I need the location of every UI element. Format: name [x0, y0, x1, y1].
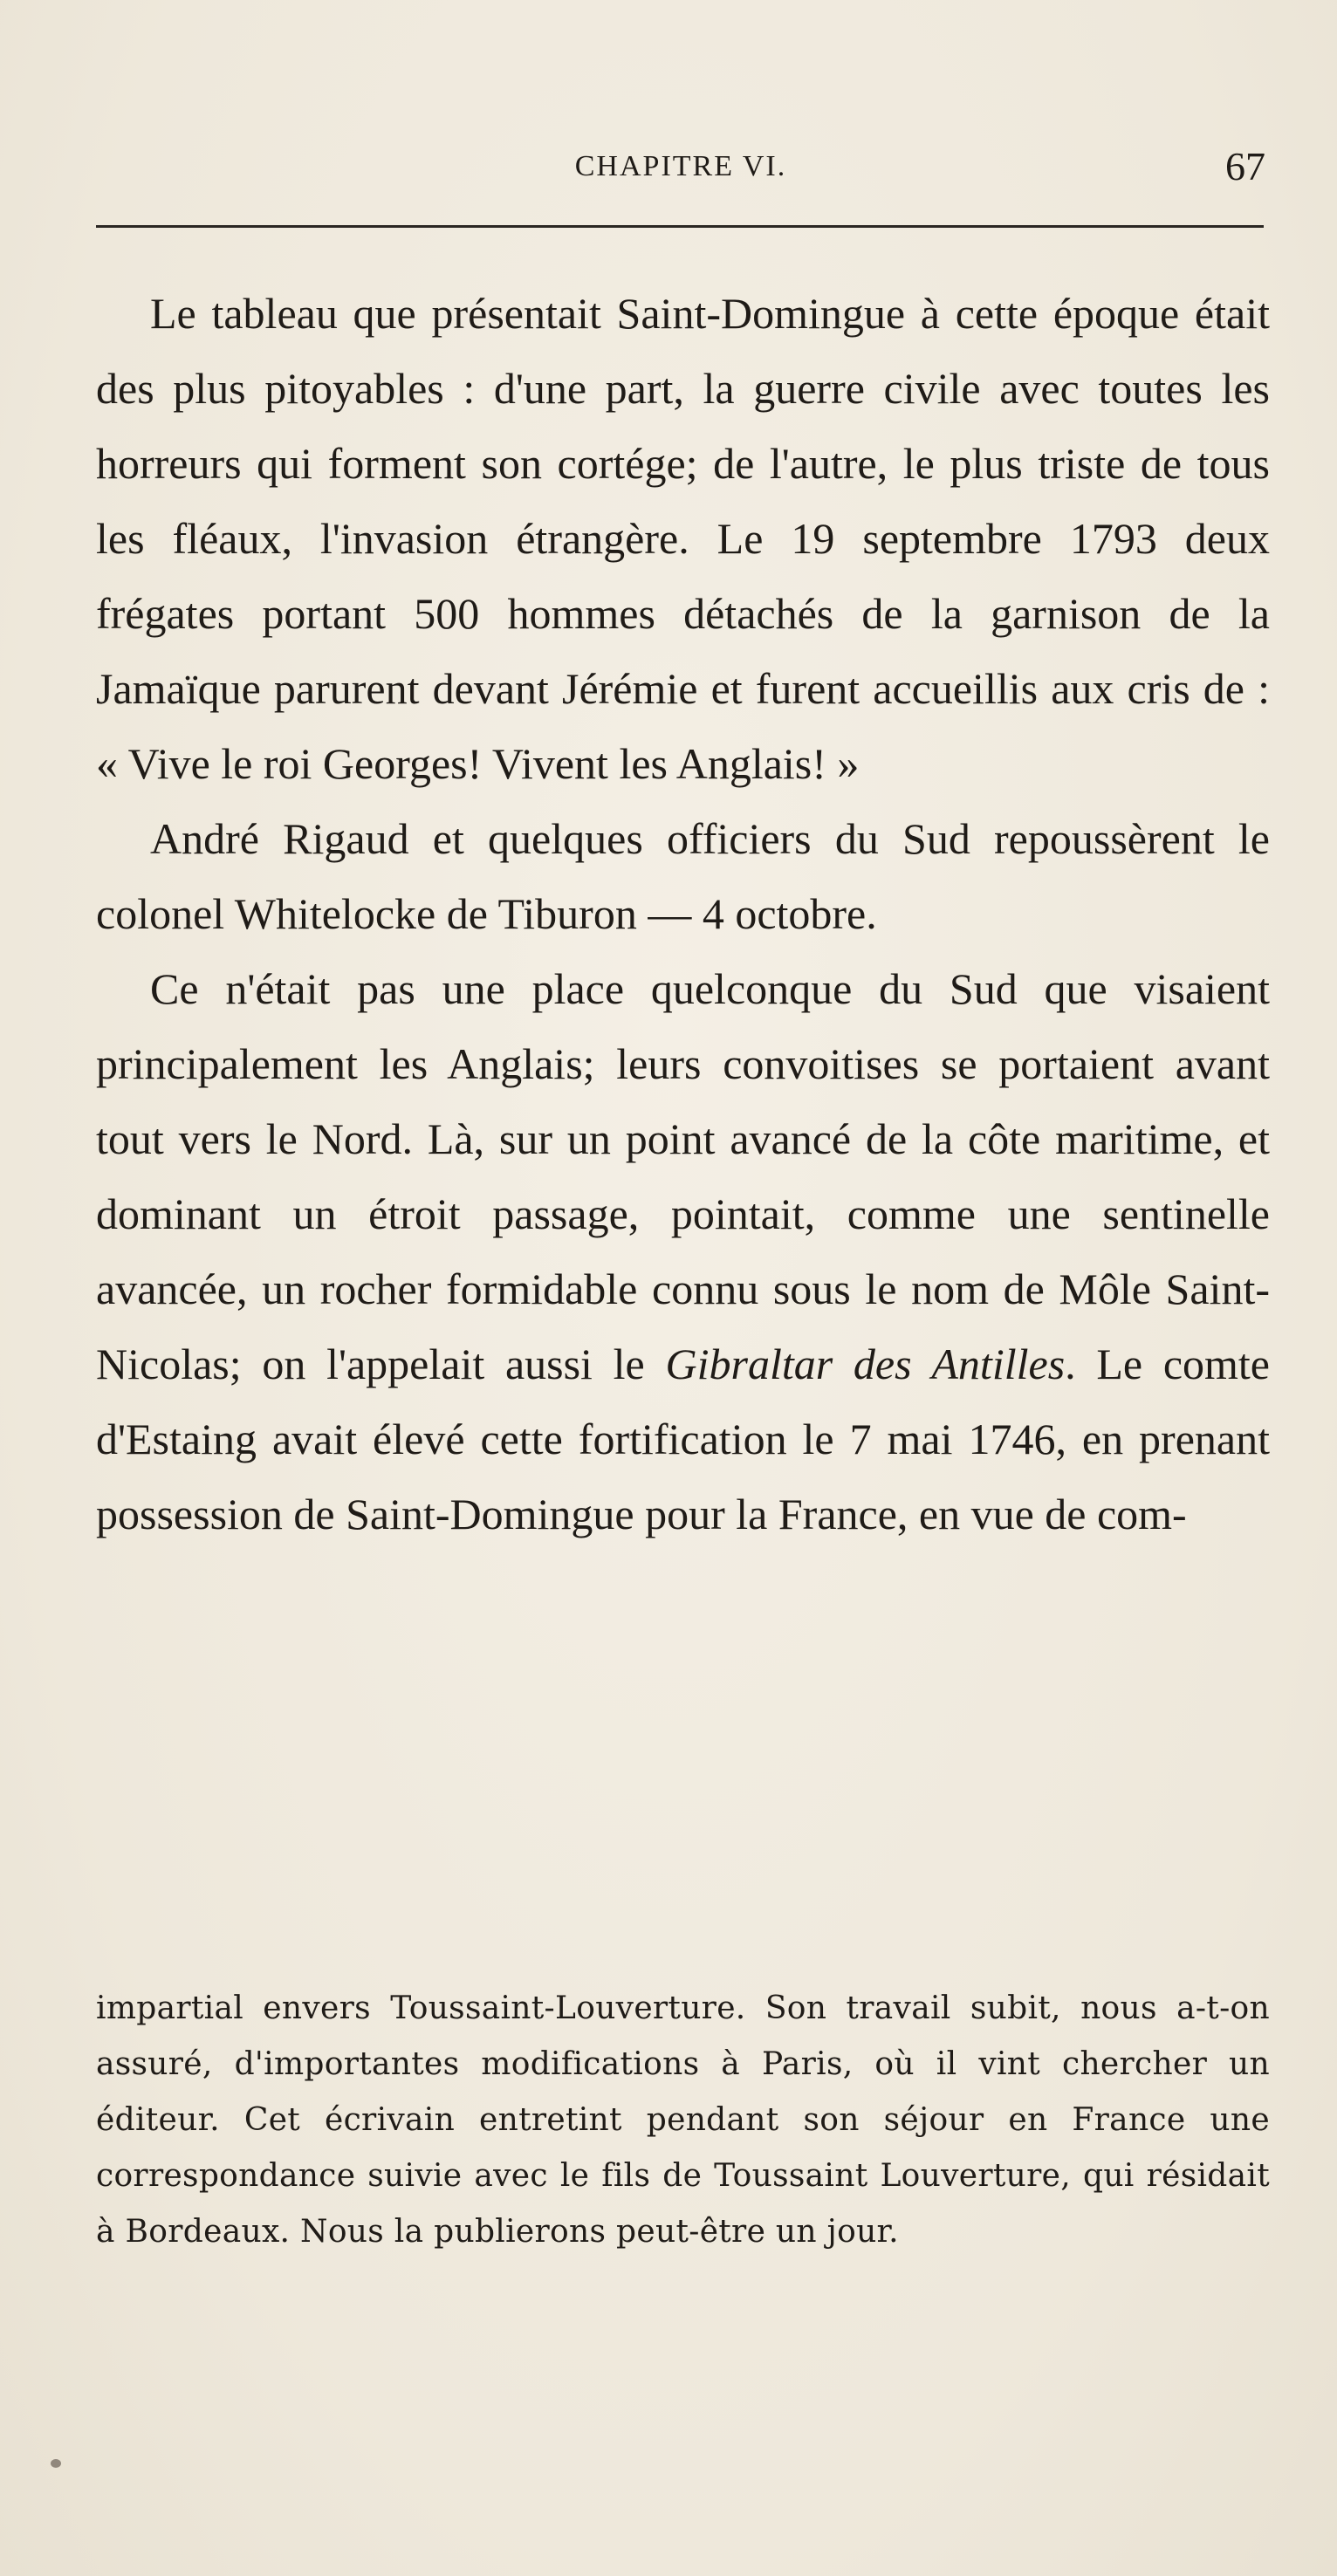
ink-spot [51, 2459, 61, 2468]
header-rule [96, 225, 1264, 228]
paragraph-3-text-start: Ce n'était pas une place quelconque du Sud que visaient principalement les Anglais; leurs convoitises se portaient avant tout vers le Nord. Là, sur un point avancé de la côte maritime, et dominant un étroit passage, pointait, comme une sentinelle avancée, un rocher formidable connu sous le nom de Môle Saint-Nicolas; on l'appelait aussi le [96, 964, 1270, 1388]
paragraph-3 [96, 951, 1270, 1552]
paragraph-1-text: Le tableau que présentait Saint-Domingue à cette époque était des plus pitoyables : d'une part, la guerre civile avec toutes les horreurs qui forment son cortége; de l'autre, le plus triste de tous les fléaux, l'invasion étrangère. Le 19 septembre 1793 deux frégates portant 500 hommes détachés de la garnison de la Jamaïque parurent devant Jérémie et furent accueillis aux cris de : « Vive le roi Georges! Vivent les Anglais! » [96, 289, 1270, 788]
main-text [96, 276, 1270, 1552]
page-number: 67 [1225, 144, 1265, 188]
paragraph-2 [96, 801, 1270, 951]
running-head [96, 140, 1265, 192]
paragraph-2-text: André Rigaud et quelques officiers du Sud repoussèrent le colonel Whitelocke de Tiburon — 4 octobre. [96, 814, 1270, 938]
paragraph-3-text-end: . Le comte d'Estaing avait élevé cette fortification le 7 mai 1746, en prenant possession de Saint-Domingue pour la France, en vue de com- [96, 1339, 1271, 1538]
paragraph-1 [96, 276, 1270, 801]
footnote-text: impartial envers Toussaint-Louverture. Son travail subit, nous a-t-on assuré, d'importantes modifications à Paris, où il vint chercher un éditeur. Cet écrivain entretint pendant son séjour en France une correspondance suivie avec le fils de Toussaint Louverture, qui résidait à Bordeaux. Nous la publierons peut-être un jour. [96, 1990, 1270, 2250]
footnote [96, 1981, 1270, 2260]
italic-gibraltar-des-antilles: Gibraltar des Antilles [665, 1339, 1066, 1388]
running-title: CHAPITRE VI. [574, 150, 787, 182]
